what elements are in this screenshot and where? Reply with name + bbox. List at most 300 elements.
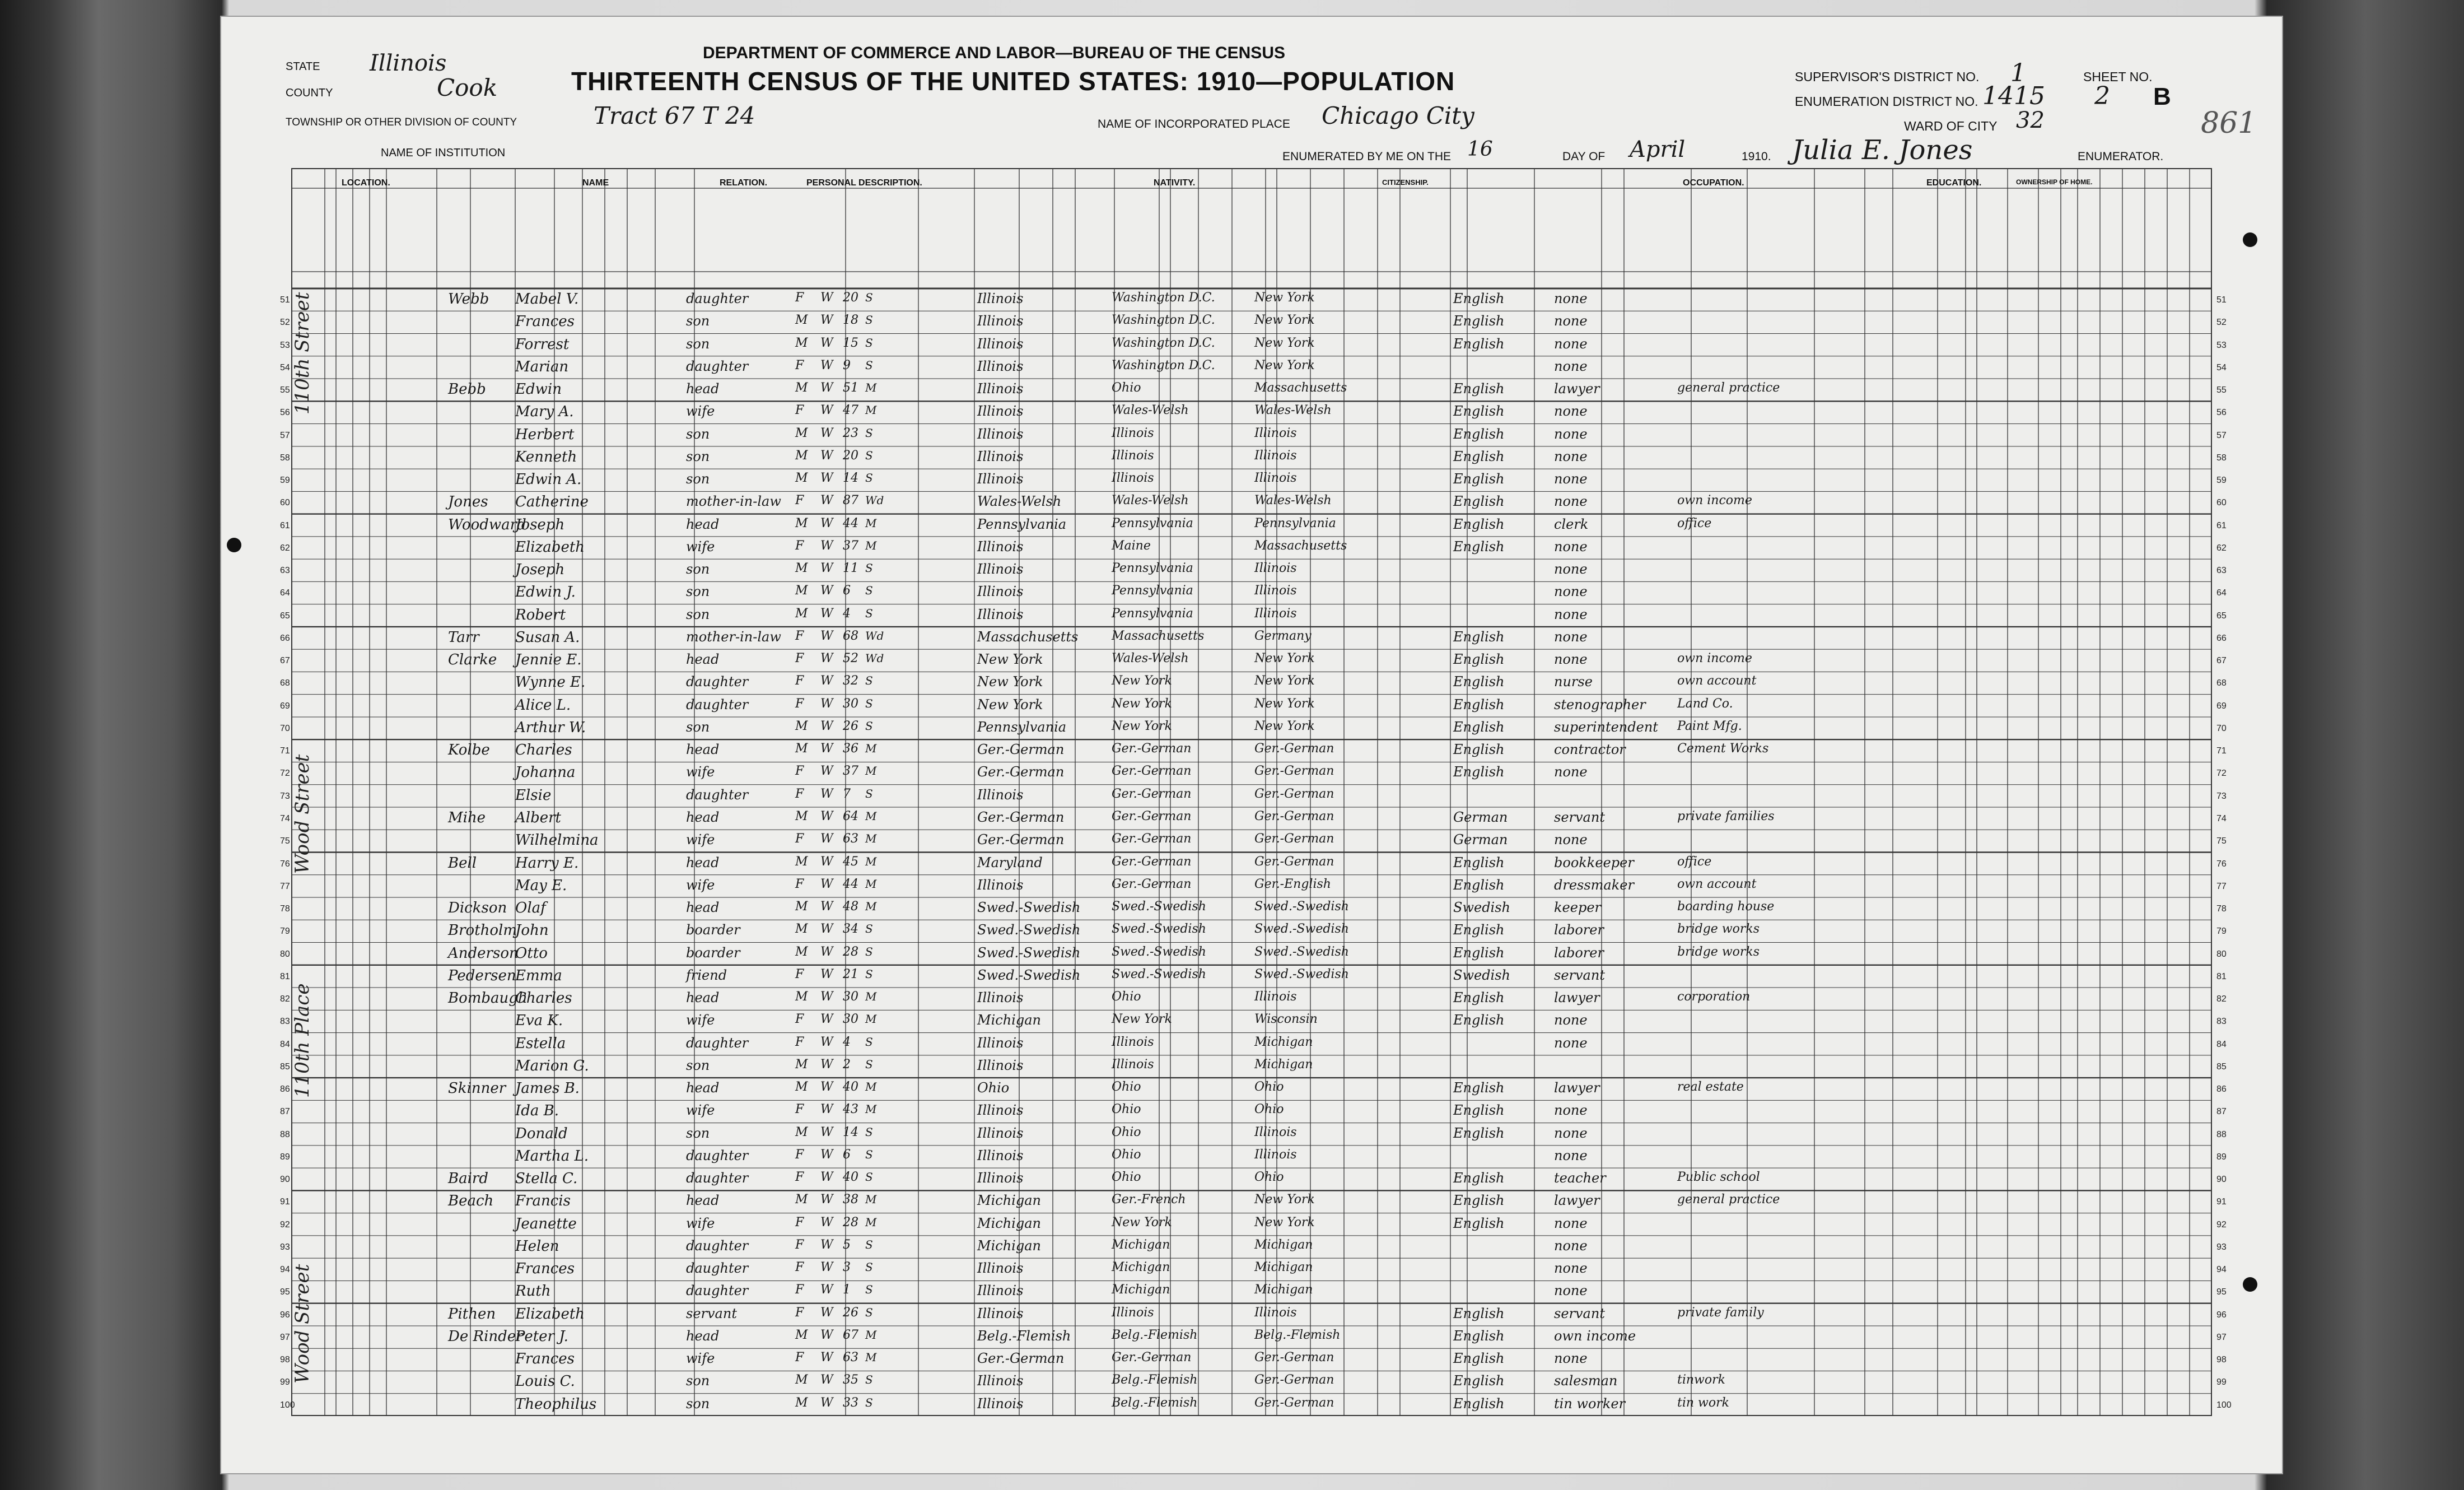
mother-birthplace-cell: Swed.-Swedish [1254, 922, 1349, 937]
row-number-right: 68 [2216, 678, 2227, 688]
father-birthplace-cell: New York [1112, 674, 1172, 688]
section-nativity: NATIVITY. [1154, 178, 1196, 188]
row-number: 54 [280, 362, 290, 372]
row-number-right: 90 [2216, 1175, 2227, 1185]
birthplace-cell: Michigan [977, 1012, 1041, 1028]
mother-birthplace-cell: Ger.-German [1254, 1373, 1334, 1387]
birthplace-cell: Illinois [977, 584, 1024, 600]
sex-cell: M [795, 516, 808, 530]
marital-cell: M [865, 900, 877, 914]
mother-birthplace-cell: Wales-Welsh [1254, 403, 1332, 418]
birthplace-cell: Maryland [977, 854, 1043, 870]
row-number: 89 [280, 1152, 290, 1162]
race-cell: W [820, 1080, 833, 1095]
surname-cell: De Rinder [448, 1328, 523, 1345]
birthplace-cell: Ohio [977, 1080, 1010, 1096]
marital-cell: M [865, 1102, 877, 1116]
industry-cell: private family [1677, 1305, 1764, 1320]
street-label: Wood Street [291, 754, 314, 874]
sex-cell: M [795, 313, 808, 328]
row-number: 59 [280, 476, 290, 486]
industry-cell: boarding house [1677, 900, 1775, 914]
father-birthplace-cell: Ohio [1112, 1147, 1141, 1162]
language-cell: English [1453, 877, 1505, 893]
row-number-right: 89 [2216, 1152, 2227, 1162]
age-cell: 6 [843, 584, 851, 598]
father-birthplace-cell: Illinois [1112, 426, 1154, 440]
relation-cell: son [686, 471, 710, 487]
age-cell: 26 [843, 719, 858, 733]
occupation-cell: none [1554, 1102, 1588, 1119]
father-birthplace-cell: Ohio [1112, 1102, 1141, 1117]
row-number: 77 [280, 881, 290, 891]
race-cell: W [820, 1012, 833, 1027]
given-name-cell: Catherine [515, 493, 589, 511]
occupation-cell: lawyer [1554, 1193, 1600, 1209]
industry-cell: bridge works [1677, 922, 1760, 937]
marital-cell: S [865, 1125, 873, 1139]
birthplace-cell: Illinois [977, 1373, 1024, 1389]
row-number-right: 53 [2216, 340, 2227, 350]
surname-cell: Dickson [448, 900, 507, 917]
sex-cell: M [795, 336, 808, 350]
sex-cell: F [795, 1237, 804, 1252]
row-number: 85 [280, 1061, 290, 1072]
birthplace-cell: Massachusetts [977, 628, 1079, 645]
industry-cell: own account [1677, 674, 1757, 688]
race-cell: W [820, 922, 833, 937]
birthplace-cell: Ger.-German [977, 764, 1065, 780]
marital-cell: S [865, 967, 873, 981]
language-cell: English [1453, 1215, 1505, 1231]
sex-cell: F [795, 1215, 804, 1230]
relation-cell: wife [686, 1351, 715, 1367]
relation-cell: daughter [686, 1283, 749, 1299]
occupation-cell: laborer [1554, 922, 1604, 938]
marital-cell: M [865, 990, 877, 1004]
row-number-right: 85 [2216, 1061, 2227, 1072]
sex-cell: F [795, 1283, 804, 1297]
row-number-right: 91 [2216, 1197, 2227, 1207]
sex-cell: F [795, 877, 804, 891]
industry-cell: own income [1677, 651, 1752, 666]
ward-value: 32 [2016, 108, 2045, 133]
mother-birthplace-cell: Belg.-Flemish [1254, 1328, 1341, 1342]
sex-cell: M [795, 1057, 808, 1072]
row-number-right: 71 [2216, 746, 2227, 756]
relation-cell: son [686, 313, 710, 329]
relation-cell: son [686, 426, 710, 442]
birthplace-cell: Swed.-Swedish [977, 967, 1081, 983]
age-cell: 14 [843, 1125, 858, 1139]
row-number-right: 73 [2216, 791, 2227, 801]
language-cell: English [1453, 1012, 1505, 1028]
mother-birthplace-cell: Swed.-Swedish [1254, 967, 1349, 981]
row-number: 61 [280, 520, 290, 530]
supervisor-value: 1 [2010, 59, 2026, 87]
language-cell: English [1453, 696, 1505, 713]
row-number-right: 55 [2216, 385, 2227, 395]
row-number-right: 97 [2216, 1332, 2227, 1342]
occupation-cell: none [1554, 1260, 1588, 1277]
sex-cell: M [795, 1373, 808, 1387]
occupation-cell: none [1554, 764, 1588, 780]
mother-birthplace-cell: New York [1254, 1193, 1315, 1207]
relation-cell: son [686, 719, 710, 735]
occupation-cell: nurse [1554, 674, 1593, 690]
age-cell: 40 [843, 1080, 858, 1095]
sex-cell: F [795, 651, 804, 666]
row-number: 62 [280, 543, 290, 553]
surname-cell: Bebb [448, 381, 486, 398]
race-cell: W [820, 967, 833, 981]
mother-birthplace-cell: Illinois [1254, 1125, 1297, 1139]
row-number-right: 81 [2216, 971, 2227, 981]
marital-cell: S [865, 1147, 873, 1161]
row-number-right: 76 [2216, 859, 2227, 869]
relation-cell: head [686, 1080, 720, 1096]
race-cell: W [820, 538, 833, 553]
age-cell: 37 [843, 764, 858, 779]
section-relation: RELATION. [720, 178, 768, 188]
father-birthplace-cell: Pennsylvania [1112, 561, 1193, 576]
relation-cell: wife [686, 1215, 715, 1231]
township-label: TOWNSHIP OR OTHER DIVISION OF COUNTY [286, 117, 517, 128]
occupation-cell: none [1554, 1215, 1588, 1231]
relation-cell: head [686, 990, 720, 1006]
row-number-right: 94 [2216, 1265, 2227, 1275]
given-name-cell: Charles [515, 990, 572, 1007]
race-cell: W [820, 291, 833, 305]
language-cell: English [1453, 291, 1505, 306]
given-name-cell: Alice L. [515, 696, 571, 714]
given-name-cell: Johanna [515, 764, 576, 781]
marital-cell: S [865, 719, 873, 733]
language-cell: English [1453, 854, 1505, 870]
race-cell: W [820, 1170, 833, 1185]
father-birthplace-cell: Pennsylvania [1112, 584, 1193, 598]
enumeration-label: ENUMERATION DISTRICT NO. [1795, 94, 1978, 109]
marital-cell: M [865, 1012, 877, 1026]
marital-cell: S [865, 944, 873, 958]
mother-birthplace-cell: Ger.-German [1254, 1395, 1334, 1410]
mother-birthplace-cell: Michigan [1254, 1057, 1313, 1072]
marital-cell: S [865, 1035, 873, 1049]
age-cell: 38 [843, 1193, 858, 1207]
age-cell: 6 [843, 1147, 851, 1162]
given-name-cell: Joseph [515, 516, 565, 533]
mother-birthplace-cell: Ohio [1254, 1170, 1284, 1185]
state-label: STATE [286, 60, 320, 73]
language-cell: English [1453, 336, 1505, 352]
race-cell: W [820, 1328, 833, 1342]
mother-birthplace-cell: Michigan [1254, 1035, 1313, 1049]
relation-cell: head [686, 516, 720, 532]
father-birthplace-cell: Ger.-German [1112, 742, 1192, 756]
sex-cell: M [795, 809, 808, 823]
birthplace-cell: Michigan [977, 1237, 1041, 1254]
birthplace-cell: Illinois [977, 1260, 1024, 1277]
race-cell: W [820, 1395, 833, 1410]
language-cell: English [1453, 538, 1505, 555]
row-number: 86 [280, 1084, 290, 1095]
industry-cell: tin work [1677, 1395, 1729, 1410]
industry-cell: general practice [1677, 381, 1780, 395]
father-birthplace-cell: Ger.-German [1112, 764, 1192, 779]
race-cell: W [820, 448, 833, 463]
father-birthplace-cell: Belg.-Flemish [1112, 1373, 1198, 1387]
sex-cell: F [795, 786, 804, 801]
marital-cell: M [865, 1080, 877, 1094]
given-name-cell: Kenneth [515, 448, 577, 465]
row-number-right: 61 [2216, 520, 2227, 530]
given-name-cell: Emma [515, 967, 562, 984]
row-number-right: 56 [2216, 408, 2227, 418]
birthplace-cell: Belg.-Flemish [977, 1328, 1071, 1344]
age-cell: 11 [843, 561, 858, 576]
language-cell: English [1453, 448, 1505, 464]
race-cell: W [820, 1193, 833, 1207]
row-number-right: 52 [2216, 318, 2227, 328]
father-birthplace-cell: Ger.-German [1112, 1351, 1192, 1365]
language-cell: English [1453, 1102, 1505, 1119]
marital-cell: S [865, 313, 873, 327]
language-cell: English [1453, 313, 1505, 329]
race-cell: W [820, 493, 833, 508]
language-cell: English [1453, 990, 1505, 1006]
birthplace-cell: Illinois [977, 313, 1024, 329]
row-number: 98 [280, 1355, 290, 1365]
age-cell: 4 [843, 606, 851, 621]
industry-cell: Cement Works [1677, 742, 1769, 756]
race-cell: W [820, 1125, 833, 1139]
marital-cell: S [865, 584, 873, 598]
marital-cell: S [865, 358, 873, 372]
row-number: 57 [280, 430, 290, 440]
section-location: LOCATION. [342, 178, 390, 188]
row-number-right: 62 [2216, 543, 2227, 553]
row-number: 93 [280, 1242, 290, 1252]
given-name-cell: Otto [515, 944, 548, 962]
father-birthplace-cell: Wales-Welsh [1112, 651, 1189, 666]
sex-cell: M [795, 1193, 808, 1207]
row-number: 58 [280, 453, 290, 463]
county-label: COUNTY [286, 87, 333, 99]
given-name-cell: Forrest [515, 336, 570, 353]
marital-cell: M [865, 538, 877, 552]
mother-birthplace-cell: New York [1254, 358, 1315, 372]
race-cell: W [820, 696, 833, 711]
given-name-cell: Louis C. [515, 1373, 575, 1390]
father-birthplace-cell: Illinois [1112, 471, 1154, 486]
sex-cell: M [795, 584, 808, 598]
father-birthplace-cell: Ger.-German [1112, 832, 1192, 846]
row-number: 90 [280, 1175, 290, 1185]
mother-birthplace-cell: Ger.-German [1254, 742, 1334, 756]
age-cell: 1 [843, 1283, 851, 1297]
given-name-cell: Ida B. [515, 1102, 559, 1120]
given-name-cell: Elizabeth [515, 1305, 585, 1323]
given-name-cell: Elsie [515, 786, 552, 804]
surname-cell: Skinner [448, 1080, 506, 1097]
age-cell: 37 [843, 538, 858, 553]
row-number-right: 57 [2216, 430, 2227, 440]
street-label: 110th Place [291, 983, 314, 1098]
given-name-cell: Peter J. [515, 1328, 568, 1345]
age-cell: 36 [843, 742, 858, 756]
marital-cell: M [865, 381, 877, 395]
page-stamp-number: 861 [2201, 106, 2257, 140]
father-birthplace-cell: Washington D.C. [1112, 313, 1215, 328]
age-cell: 43 [843, 1102, 858, 1117]
marital-cell: S [865, 1260, 873, 1274]
birthplace-cell: Michigan [977, 1215, 1041, 1231]
race-cell: W [820, 1260, 833, 1275]
relation-cell: son [686, 1125, 710, 1141]
row-number-right: 87 [2216, 1107, 2227, 1117]
mother-birthplace-cell: New York [1254, 313, 1315, 328]
row-number-right: 83 [2216, 1017, 2227, 1027]
race-cell: W [820, 313, 833, 328]
row-number-right: 58 [2216, 453, 2227, 463]
sex-cell: M [795, 448, 808, 463]
age-cell: 67 [843, 1328, 858, 1342]
industry-cell: Paint Mfg. [1677, 719, 1742, 733]
father-birthplace-cell: Illinois [1112, 1057, 1154, 1072]
given-name-cell: Wynne E. [515, 674, 586, 691]
birthplace-cell: Illinois [977, 561, 1024, 578]
row-number-right: 86 [2216, 1084, 2227, 1095]
mother-birthplace-cell: Swed.-Swedish [1254, 944, 1349, 959]
sex-cell: M [795, 471, 808, 486]
given-name-cell: Mary A. [515, 403, 574, 421]
industry-cell: private families [1677, 809, 1775, 823]
marital-cell: S [865, 1237, 873, 1251]
relation-cell: head [686, 1193, 720, 1209]
place-value: Chicago City [1322, 102, 1474, 129]
row-number-right: 95 [2216, 1287, 2227, 1297]
industry-cell: general practice [1677, 1193, 1780, 1207]
age-cell: 9 [843, 358, 851, 372]
mother-birthplace-cell: Wales-Welsh [1254, 493, 1332, 508]
birthplace-cell: Illinois [977, 426, 1024, 442]
age-cell: 47 [843, 403, 858, 418]
race-cell: W [820, 381, 833, 395]
row-number: 53 [280, 340, 290, 350]
relation-cell: daughter [686, 1237, 749, 1254]
row-number: 87 [280, 1107, 290, 1117]
relation-cell: son [686, 1395, 710, 1412]
row-number-right: 69 [2216, 701, 2227, 711]
language-cell: English [1453, 426, 1505, 442]
race-cell: W [820, 403, 833, 418]
age-cell: 5 [843, 1237, 851, 1252]
age-cell: 45 [843, 854, 858, 869]
race-cell: W [820, 516, 833, 530]
row-number-right: 72 [2216, 769, 2227, 779]
age-cell: 52 [843, 651, 858, 666]
race-cell: W [820, 336, 833, 350]
language-cell: English [1453, 471, 1505, 487]
age-cell: 18 [843, 313, 858, 328]
mother-birthplace-cell: Ohio [1254, 1080, 1284, 1095]
sex-cell: M [795, 1395, 808, 1410]
enumeration-value: 1415 [1982, 82, 2045, 110]
relation-cell: daughter [686, 674, 749, 690]
row-number: 55 [280, 385, 290, 395]
occupation-cell: none [1554, 1035, 1588, 1051]
surname-cell: Anderson [448, 944, 519, 962]
sex-cell: F [795, 403, 804, 418]
street-label: Wood Street [291, 1264, 314, 1384]
row-number: 52 [280, 318, 290, 328]
industry-cell: tinwork [1677, 1373, 1725, 1387]
race-cell: W [820, 1147, 833, 1162]
birthplace-cell: Illinois [977, 786, 1024, 803]
given-name-cell: Frances [515, 313, 575, 330]
birthplace-cell: Illinois [977, 291, 1024, 306]
day-value: 16 [1467, 138, 1493, 161]
industry-cell: corporation [1677, 990, 1751, 1004]
relation-cell: wife [686, 538, 715, 555]
age-cell: 87 [843, 493, 858, 508]
occupation-cell: none [1554, 1147, 1588, 1163]
given-name-cell: Francis [515, 1193, 571, 1210]
relation-cell: wife [686, 1012, 715, 1028]
occupation-cell: none [1554, 493, 1588, 510]
surname-cell: Pedersen [448, 967, 516, 984]
birthplace-cell: Illinois [977, 606, 1024, 622]
given-name-cell: Martha L. [515, 1147, 589, 1165]
sex-cell: M [795, 381, 808, 395]
marital-cell: M [865, 1328, 877, 1342]
marital-cell: S [865, 291, 873, 304]
row-number-right: 67 [2216, 656, 2227, 666]
mother-birthplace-cell: New York [1254, 674, 1315, 688]
occupation-cell: none [1554, 403, 1588, 420]
father-birthplace-cell: Illinois [1112, 1035, 1154, 1049]
marital-cell: S [865, 922, 873, 936]
race-cell: W [820, 471, 833, 486]
birthplace-cell: Illinois [977, 990, 1024, 1006]
marital-cell: M [865, 1215, 877, 1229]
age-cell: 40 [843, 1170, 858, 1185]
race-cell: W [820, 651, 833, 666]
marital-cell: M [865, 403, 877, 417]
birthplace-cell: Michigan [977, 1193, 1041, 1209]
birthplace-cell: Pennsylvania [977, 719, 1067, 735]
relation-cell: head [686, 854, 720, 870]
mother-birthplace-cell: New York [1254, 719, 1315, 733]
occupation-cell: none [1554, 1351, 1588, 1367]
birthplace-cell: Illinois [977, 1147, 1024, 1163]
occupation-cell: contractor [1554, 742, 1626, 758]
race-cell: W [820, 1035, 833, 1049]
mother-birthplace-cell: Michigan [1254, 1237, 1313, 1252]
race-cell: W [820, 561, 833, 576]
father-birthplace-cell: Ohio [1112, 1170, 1141, 1185]
occupation-cell: none [1554, 1125, 1588, 1141]
sheet-side: B [2153, 83, 2171, 110]
given-name-cell: Charles [515, 742, 572, 759]
occupation-cell: tin worker [1554, 1395, 1626, 1412]
birthplace-cell: Illinois [977, 1035, 1024, 1051]
enumerated-label: ENUMERATED BY ME ON THE [1282, 150, 1452, 163]
enumerator-name: Julia E. Jones [1792, 134, 1973, 166]
age-cell: 30 [843, 696, 858, 711]
occupation-cell: none [1554, 584, 1588, 600]
surname-cell: Mihe [448, 809, 486, 826]
